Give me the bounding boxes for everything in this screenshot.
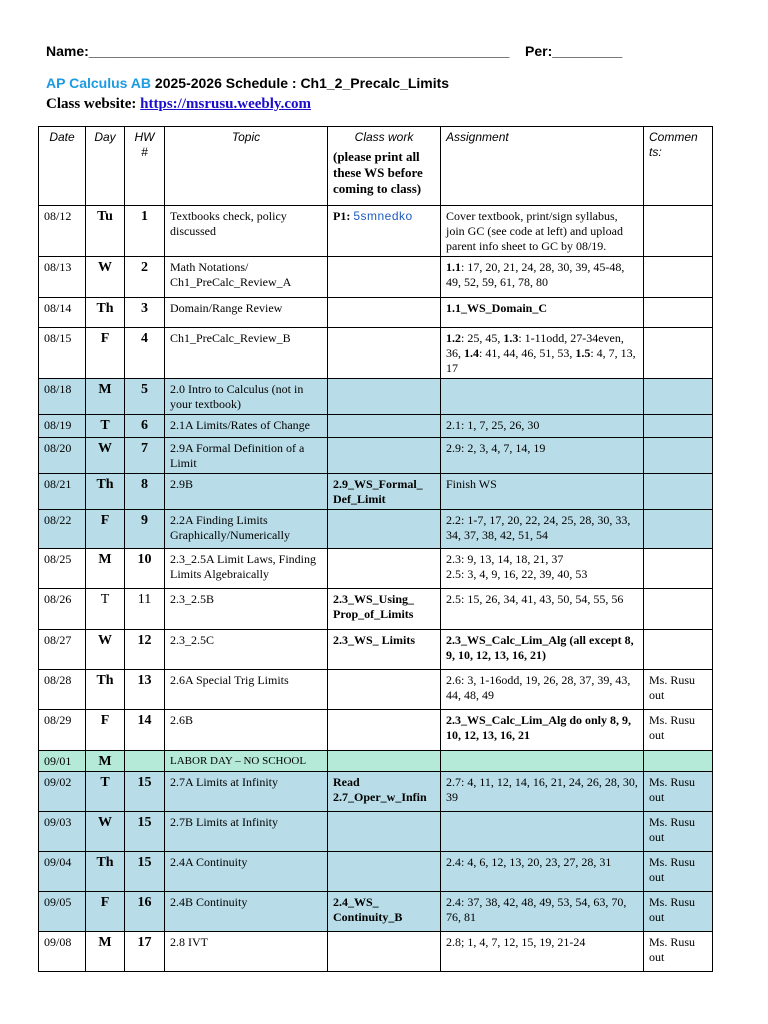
section-number: 1.2 [446, 331, 461, 345]
problem-list: : 17, 20, 21, 24, 28, 30, 39, 45-48, 49, 52, 59, 61, 78, 80 [446, 260, 625, 289]
row-hw: 3 [125, 298, 165, 328]
row-comments: Ms. Rusu out [644, 932, 713, 972]
row-comments [644, 589, 713, 630]
class-website-link[interactable]: https://msrusu.weebly.com [140, 96, 312, 112]
table-row [39, 751, 713, 772]
table-row [39, 438, 713, 474]
row-topic: 2.6A Special Trig Limits [165, 670, 328, 710]
row-day: Th [86, 852, 125, 892]
row-date: 08/12 [39, 206, 86, 257]
header-classwork [328, 127, 441, 206]
row-comments [644, 257, 713, 298]
table-row [39, 415, 713, 438]
row-comments [644, 510, 713, 549]
row-day: W [86, 438, 125, 474]
problem-list: 2.3: 9, 13, 14, 18, 21, 37 [446, 552, 564, 566]
row-comments [644, 379, 713, 415]
row-topic: Ch1_PreCalc_Review_B [165, 328, 328, 379]
header-hw: HW # [125, 127, 165, 206]
row-date: 08/14 [39, 298, 86, 328]
row-date: 09/01 [39, 751, 86, 772]
row-assignment [441, 812, 644, 852]
schedule-title [46, 75, 449, 91]
row-topic: 2.0 Intro to Calculus (not in your textbook) [165, 379, 328, 415]
row-hw: 15 [125, 852, 165, 892]
row-classwork: Read 2.7_Oper_w_Infin [328, 772, 441, 812]
table-row [39, 710, 713, 751]
row-classwork [328, 932, 441, 972]
row-assignment: 2.9: 2, 3, 4, 7, 14, 19 [441, 438, 644, 474]
row-day: Tu [86, 206, 125, 257]
row-assignment: 2.4: 37, 38, 42, 48, 49, 53, 54, 63, 70, 76, 81 [441, 892, 644, 932]
row-day: F [86, 892, 125, 932]
row-topic: 2.4B Continuity [165, 892, 328, 932]
row-date: 08/29 [39, 710, 86, 751]
table-row [39, 630, 713, 670]
table-row [39, 852, 713, 892]
row-date: 08/18 [39, 379, 86, 415]
row-day: T [86, 415, 125, 438]
row-hw: 17 [125, 932, 165, 972]
table-row [39, 892, 713, 932]
row-hw: 11 [125, 589, 165, 630]
row-day: M [86, 932, 125, 972]
row-day: W [86, 630, 125, 670]
row-assignment [441, 328, 644, 379]
row-comments: Ms. Rusu out [644, 772, 713, 812]
row-hw: 7 [125, 438, 165, 474]
section-number: 1.5 [575, 346, 591, 360]
table-row [39, 257, 713, 298]
row-comments: Ms. Rusu out [644, 670, 713, 710]
row-topic: 2.7A Limits at Infinity [165, 772, 328, 812]
row-day: Th [86, 474, 125, 510]
row-topic: 2.2A Finding Limits Graphically/Numerically [165, 510, 328, 549]
section-number: 1.3 [503, 331, 519, 345]
problem-list: : 41, 44, 46, 51, 53, [479, 346, 576, 360]
row-comments [644, 630, 713, 670]
row-classwork [328, 510, 441, 549]
row-classwork [328, 549, 441, 589]
row-day: F [86, 710, 125, 751]
row-date: 08/15 [39, 328, 86, 379]
table-row [39, 549, 713, 589]
row-hw: 9 [125, 510, 165, 549]
problem-list: : 4, 7, 13, 17 [446, 346, 636, 375]
row-date: 09/03 [39, 812, 86, 852]
row-hw: 14 [125, 710, 165, 751]
row-date: 08/26 [39, 589, 86, 630]
row-hw: 6 [125, 415, 165, 438]
row-assignment: 2.1: 1, 7, 25, 26, 30 [441, 415, 644, 438]
row-topic: 2.9A Formal Definition of a Limit [165, 438, 328, 474]
row-topic: 2.3_2.5B [165, 589, 328, 630]
row-hw: 13 [125, 670, 165, 710]
row-assignment: 2.2: 1-7, 17, 20, 22, 24, 25, 28, 30, 33, 34, 37, 38, 42, 51, 54 [441, 510, 644, 549]
row-date: 08/13 [39, 257, 86, 298]
row-classwork [328, 206, 441, 257]
table-header-row [39, 127, 713, 206]
problem-list: : 1-11odd, 27-34even, 36, [446, 331, 624, 360]
row-topic: LABOR DAY – NO SCHOOL [165, 751, 328, 772]
row-hw: 15 [125, 772, 165, 812]
header-topic: Topic [165, 127, 328, 206]
row-date: 09/02 [39, 772, 86, 812]
row-comments [644, 549, 713, 589]
problem-list: 2.5: 3, 4, 9, 16, 22, 39, 40, 53 [446, 567, 588, 581]
row-day: W [86, 812, 125, 852]
table-row [39, 772, 713, 812]
row-hw: 16 [125, 892, 165, 932]
row-assignment [441, 549, 644, 589]
table-row [39, 298, 713, 328]
row-date: 08/21 [39, 474, 86, 510]
table-row [39, 474, 713, 510]
row-topic: 2.7B Limits at Infinity [165, 812, 328, 852]
row-assignment: Finish WS [441, 474, 644, 510]
row-day: T [86, 772, 125, 812]
row-topic: 2.9B [165, 474, 328, 510]
row-comments: Ms. Rusu out [644, 892, 713, 932]
section-number: 1.1 [446, 260, 461, 274]
row-topic: Textbooks check, policy discussed [165, 206, 328, 257]
row-hw: 2 [125, 257, 165, 298]
row-classwork [328, 257, 441, 298]
table-row [39, 812, 713, 852]
row-hw: 1 [125, 206, 165, 257]
name-per-line [46, 43, 622, 59]
row-classwork [328, 852, 441, 892]
row-classwork [328, 415, 441, 438]
row-topic: 2.3_2.5A Limit Laws, Finding Limits Algebraically [165, 549, 328, 589]
row-classwork [328, 812, 441, 852]
row-date: 08/22 [39, 510, 86, 549]
table-row [39, 510, 713, 549]
row-assignment: 2.5: 15, 26, 34, 41, 43, 50, 54, 55, 56 [441, 589, 644, 630]
table-row [39, 932, 713, 972]
row-hw: 4 [125, 328, 165, 379]
row-classwork: 2.4_WS_ Continuity_B [328, 892, 441, 932]
row-date: 09/08 [39, 932, 86, 972]
row-day: T [86, 589, 125, 630]
row-topic: Domain/Range Review [165, 298, 328, 328]
row-date: 08/28 [39, 670, 86, 710]
course-name: AP Calculus AB [46, 75, 152, 91]
class-website-line [46, 96, 311, 113]
header-classwork-note: (please print all these WS before coming to class) [333, 149, 423, 196]
row-comments [644, 751, 713, 772]
row-comments [644, 328, 713, 379]
row-day: M [86, 549, 125, 589]
row-assignment [441, 379, 644, 415]
row-topic: 2.1A Limits/Rates of Change [165, 415, 328, 438]
row-date: 08/25 [39, 549, 86, 589]
row-classwork [328, 438, 441, 474]
row-classwork: 2.9_WS_Formal_ Def_Limit [328, 474, 441, 510]
row-day: M [86, 751, 125, 772]
row-date: 08/27 [39, 630, 86, 670]
row-day: F [86, 328, 125, 379]
row-assignment: Cover textbook, print/sign syllabus, join GC (see code at left) and upload parent info sheet to GC by 08/19. [441, 206, 644, 257]
row-topic: 2.4A Continuity [165, 852, 328, 892]
row-classwork [328, 670, 441, 710]
table-row [39, 206, 713, 257]
header-comments: Commen ts: [644, 127, 713, 206]
row-comments: Ms. Rusu out [644, 852, 713, 892]
row-classwork [328, 751, 441, 772]
row-assignment: 1.1_WS_Domain_C [441, 298, 644, 328]
row-day: Th [86, 298, 125, 328]
table-row [39, 328, 713, 379]
table-row [39, 670, 713, 710]
table-row [39, 589, 713, 630]
row-hw [125, 751, 165, 772]
row-day: F [86, 510, 125, 549]
row-assignment: 2.4: 4, 6, 12, 13, 20, 23, 27, 28, 31 [441, 852, 644, 892]
row-assignment: 2.3_WS_Calc_Lim_Alg (all except 8, 9, 10, 12, 13, 16, 21) [441, 630, 644, 670]
row-comments [644, 474, 713, 510]
row-date: 09/04 [39, 852, 86, 892]
row-date: 08/20 [39, 438, 86, 474]
row-topic: Math Notations/ Ch1_PreCalc_Review_A [165, 257, 328, 298]
header-date: Date [39, 127, 86, 206]
row-classwork [328, 379, 441, 415]
row-comments [644, 206, 713, 257]
row-topic: 2.8 IVT [165, 932, 328, 972]
row-assignment: 2.8; 1, 4, 7, 12, 15, 19, 21-24 [441, 932, 644, 972]
header-assignment: Assignment [441, 127, 644, 206]
row-hw: 10 [125, 549, 165, 589]
row-assignment [441, 751, 644, 772]
row-day: Th [86, 670, 125, 710]
row-comments [644, 415, 713, 438]
classwork-period-label: P1: [333, 209, 351, 223]
name-field-label: Name:______________________________________________________ [46, 43, 510, 59]
row-assignment [441, 257, 644, 298]
row-classwork [328, 298, 441, 328]
table-row [39, 379, 713, 415]
row-hw: 8 [125, 474, 165, 510]
row-topic: 2.6B [165, 710, 328, 751]
header-day: Day [86, 127, 125, 206]
section-number: 1.4 [464, 346, 479, 360]
schedule-table [38, 126, 713, 972]
row-hw: 15 [125, 812, 165, 852]
row-hw: 12 [125, 630, 165, 670]
class-website-label: Class website: [46, 96, 137, 112]
row-classwork: 2.3_WS_ Limits [328, 630, 441, 670]
row-day: W [86, 257, 125, 298]
row-comments: Ms. Rusu out [644, 812, 713, 852]
period-field-label: Per:_________ [525, 43, 623, 59]
row-comments [644, 298, 713, 328]
row-assignment: 2.3_WS_Calc_Lim_Alg do only 8, 9, 10, 12, 13, 16, 21 [441, 710, 644, 751]
problem-list: : 25, 45, [461, 331, 504, 345]
row-assignment: 2.7: 4, 11, 12, 14, 16, 21, 24, 26, 28, 30, 39 [441, 772, 644, 812]
classroom-code: 5smnedko [353, 209, 413, 223]
row-classwork [328, 328, 441, 379]
row-topic: 2.3_2.5C [165, 630, 328, 670]
row-classwork: 2.3_WS_Using_ Prop_of_Limits [328, 589, 441, 630]
header-classwork-label: Class work [354, 130, 414, 144]
schedule-subtitle: 2025-2026 Schedule : Ch1_2_Precalc_Limits [154, 75, 450, 91]
row-assignment: 2.6: 3, 1-16odd, 19, 26, 28, 37, 39, 43, 44, 48, 49 [441, 670, 644, 710]
row-date: 08/19 [39, 415, 86, 438]
row-date: 09/05 [39, 892, 86, 932]
row-day: M [86, 379, 125, 415]
row-comments: Ms. Rusu out [644, 710, 713, 751]
row-comments [644, 438, 713, 474]
row-hw: 5 [125, 379, 165, 415]
row-classwork [328, 710, 441, 751]
